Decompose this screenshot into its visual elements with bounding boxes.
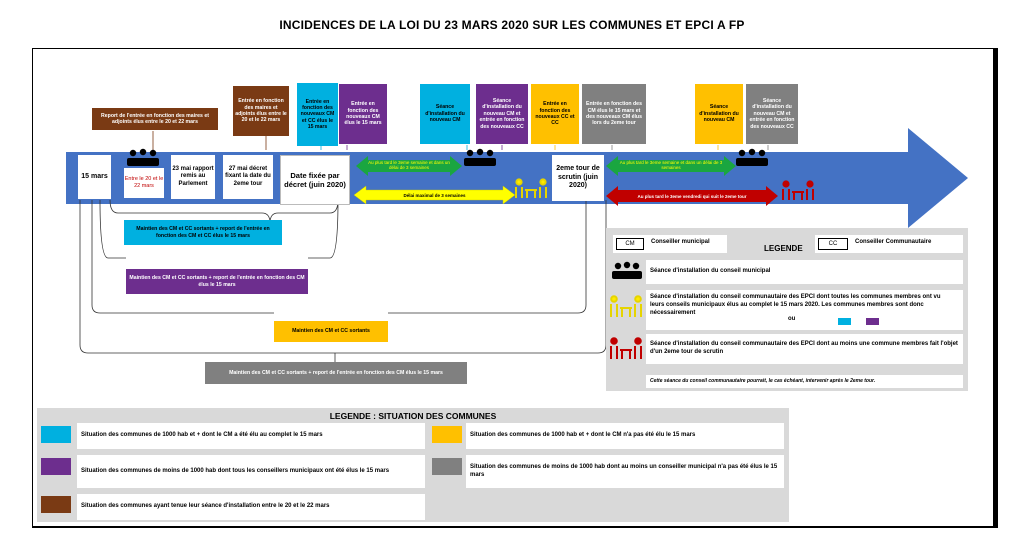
situation-grey-text: Situation des communes de moins de 1000 hab dont au moins un conseiller municipal n'a pas été élus le 15 mars [466,455,784,488]
situation-blue-text: Situation des communes de 1000 hab et + dont le CM a été élu au complet le 15 mars [77,423,425,449]
yellow-arrow-label: Délai maximal de 3 semaines [403,193,466,198]
legend-assembly-red-icon [608,337,644,361]
legend-black-text: Séance d'installation du conseil municipal [646,260,963,284]
timeline-2eme-tour: 2eme tour de scrutin (juin 2020) [552,155,604,201]
timeline-27-mai: 27 mai décret fixant la date du 2eme tour [223,155,273,199]
box-entree-cm-2eme-tour: Entrée en fonction des CM élus le 15 mars et des nouveaux CM élus lors du 2eme tour [582,84,646,144]
box-installation-cm-blue: Séance d'installation du nouveau CM [420,84,470,144]
bracket-gold [92,200,274,313]
timeline-23-mai: 23 mai rapport remis au Parlement [171,155,215,199]
green-arrow-1-label: Au plus tard le 3eme semaine et dans un délai de 3 semaines [368,160,450,171]
meeting-black-icon [125,148,161,168]
cm-label: Conseiller municipal [651,239,710,245]
assembly-red-icon [780,180,816,202]
swatch-brown [41,496,71,513]
assembly-yellow-icon [513,178,549,200]
timeline-date-decret: Date fixée par décret (juin 2020) [280,155,350,205]
swatch-purple-small [866,318,879,325]
box-entree-cm: Entrée en fonction des nouveaux CM élus le 15 mars [339,84,387,144]
box-maintien-gold: Maintien des CM et CC sortants [274,321,388,342]
swatch-blue-small [838,318,851,325]
meeting-black-icon [462,148,498,168]
legend-yellow-text: Séance d'installation du conseil communautaire des EPCI dont toutes les communes membres ont vu leurs conseils municipaux élus au complet le 15 mars 2020. Les communes membres sont donc nécessairement [650,294,941,317]
situation-brown-text: Situation des communes ayant tenue leur séance d'installation entre le 20 et le 22 mars [77,494,425,520]
box-entree-maires-20-22: Entrée en fonction des maires et adjoints élus entre le 20 et le 22 mars [233,86,289,136]
bracket-purple [100,200,126,258]
legend-yellow-or: ou [788,316,796,322]
swatch-blue [41,426,71,443]
legend-title: LEGENDE [764,244,803,253]
box-entree-cc-gold: Entrée en fonction des nouveaux CC et CC [531,84,579,144]
box-installation-cm-cc-purple: Séance d'installation du nouveau CM et entrée en fonction des nouveaux CC [476,84,528,144]
situation-gold-text: Situation des communes de 1000 hab et + dont le CM n'a pas été élu le 15 mars [466,423,784,449]
swatch-gold [432,426,462,443]
page-title: INCIDENCES DE LA LOI DU 23 MARS 2020 SUR LES COMMUNES ET EPCI A FP [279,18,745,32]
box-report-entree-maires: Report de l'entrée en fonction des maires et adjoints élus entre le 20 et 22 mars [92,108,218,130]
box-maintien-purple: Maintien des CM et CC sortants + report de l'entrée en fonction des CM élus le 15 mars [126,269,308,294]
cm-tag: CM [616,238,644,250]
box-maintien-blue: Maintien des CM et CC sortants + report de l'entrée en fonction des CM et CC élus le 15 mars [124,220,282,245]
legend-red-text: Séance d'installation du conseil communautaire des EPCI dont au moins une commune membres fait l'objet d'un 2eme tour de scrutin [646,334,963,364]
timeline-15-mars: 15 mars [78,155,111,199]
legend-star-text: Cette séance du conseil communautaire pourrait, le cas échéant, intervenir après le 2eme tour. [646,375,963,388]
timeline-entre-20-22: Entre le 20 et le 22 mars [124,168,164,198]
cc-label: Conseiller Communautaire [855,239,932,245]
box-maintien-grey: Maintien des CM et CC sortants + report de l'entrée en fonction des CM élus le 15 mars [205,362,467,384]
legend-assembly-yellow-icon [608,295,644,319]
swatch-purple [41,458,71,475]
situation-purple-text: Situation des communes de moins de 1000 hab dont tous les conseillers municipaux ont été élus le 15 mars [77,455,425,488]
situation-title: LEGENDE : SITUATION DES COMMUNES [329,411,497,421]
green-arrow-2-label: Au plus tard le 3eme semaine et dans un délai de 3 semaines [619,160,723,171]
swatch-grey [432,458,462,475]
box-entree-cm-cc: Entrée en fonction des nouveaux CM et CC élus le 15 mars [297,83,338,146]
meeting-black-icon [734,148,770,168]
red-arrow-label: Au plus tard le 3eme vendredi qui suit le 2eme tour [637,194,747,199]
box-installation-cm-cc-grey: Séance d'installation du nouveau CM et entrée en fonction des nouveaux CC [746,84,798,144]
cc-tag: CC [818,238,848,250]
box-installation-cm-gold: Séance d'installation du nouveau CM [695,84,743,144]
legend-meeting-black-icon [610,261,644,281]
